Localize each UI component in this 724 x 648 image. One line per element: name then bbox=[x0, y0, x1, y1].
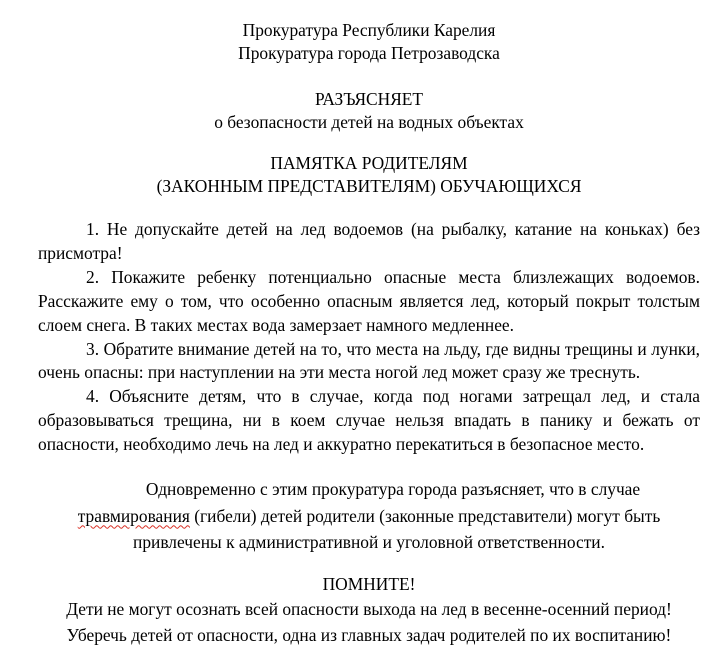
remember-title: ПОМНИТЕ! bbox=[322, 573, 416, 594]
explains-subtitle: о безопасности детей на водных объектах bbox=[214, 112, 524, 132]
header bbox=[38, 19, 700, 65]
memo-title-line2: (ЗАКОННЫМ ПРЕДСТАВИТЕЛЯМ) ОБУЧАЮЩИХСЯ bbox=[156, 176, 582, 196]
responsibility-paragraph bbox=[38, 476, 700, 556]
list-item: 2. Покажите ребенку потенциально опасные места близлежащих водоемов. Расскажите ему о том, что особенно опасным является лед, который покрыт толстым слоем снега. В таких местах вода замерзает намного медленнее. bbox=[38, 266, 700, 335]
remember-block bbox=[38, 572, 700, 648]
responsibility-line2: травмирования (гибели) детей родители (законные представители) могут быть bbox=[77, 505, 661, 526]
list-item: 4. Объясните детям, что в случае, когда под ногами затрещал лед, и стала образовываться трещина, ни в коем случае нельзя впадать в панику и бежать от опасности, необходимо лечь на лед и аккуратно перекатиться в безопасное место. bbox=[38, 386, 700, 455]
list-item: 3. Обратите внимание детей на то, что места на льду, где видны трещины и лунки, очень опасны: при наступлении на эти места ногой лед может сразу же треснуть. bbox=[38, 338, 700, 383]
memo-title-block bbox=[38, 152, 700, 198]
spellcheck-flagged-word: травмирования bbox=[77, 505, 190, 526]
document-page bbox=[38, 19, 700, 648]
remember-line1: Дети не могут осознать всей опасности выхода на лед в весенне-осенний период! bbox=[66, 599, 672, 620]
header-line-republic: Прокуратура Республики Карелия bbox=[242, 20, 496, 40]
responsibility-line3: привлечены к административной и уголовной ответственности. bbox=[133, 532, 605, 553]
memo-title-line1: ПАМЯТКА РОДИТЕЛЯМ bbox=[270, 153, 468, 173]
instructions-list bbox=[38, 218, 700, 457]
explains-title: РАЗЪЯСНЯЕТ bbox=[314, 89, 424, 109]
remember-line2: Уберечь детей от опасности, одна из главных задач родителей по их воспитанию! bbox=[66, 624, 672, 645]
header-line-city: Прокуратура города Петрозаводска bbox=[238, 43, 500, 63]
explains-block bbox=[38, 88, 700, 134]
list-item: 1. Не допускайте детей на лед водоемов (на рыбалку, катание на коньках) без присмотра! bbox=[38, 219, 700, 263]
responsibility-line1: Одновременно с этим прокуратура города разъясняет, что в случае bbox=[145, 479, 641, 500]
